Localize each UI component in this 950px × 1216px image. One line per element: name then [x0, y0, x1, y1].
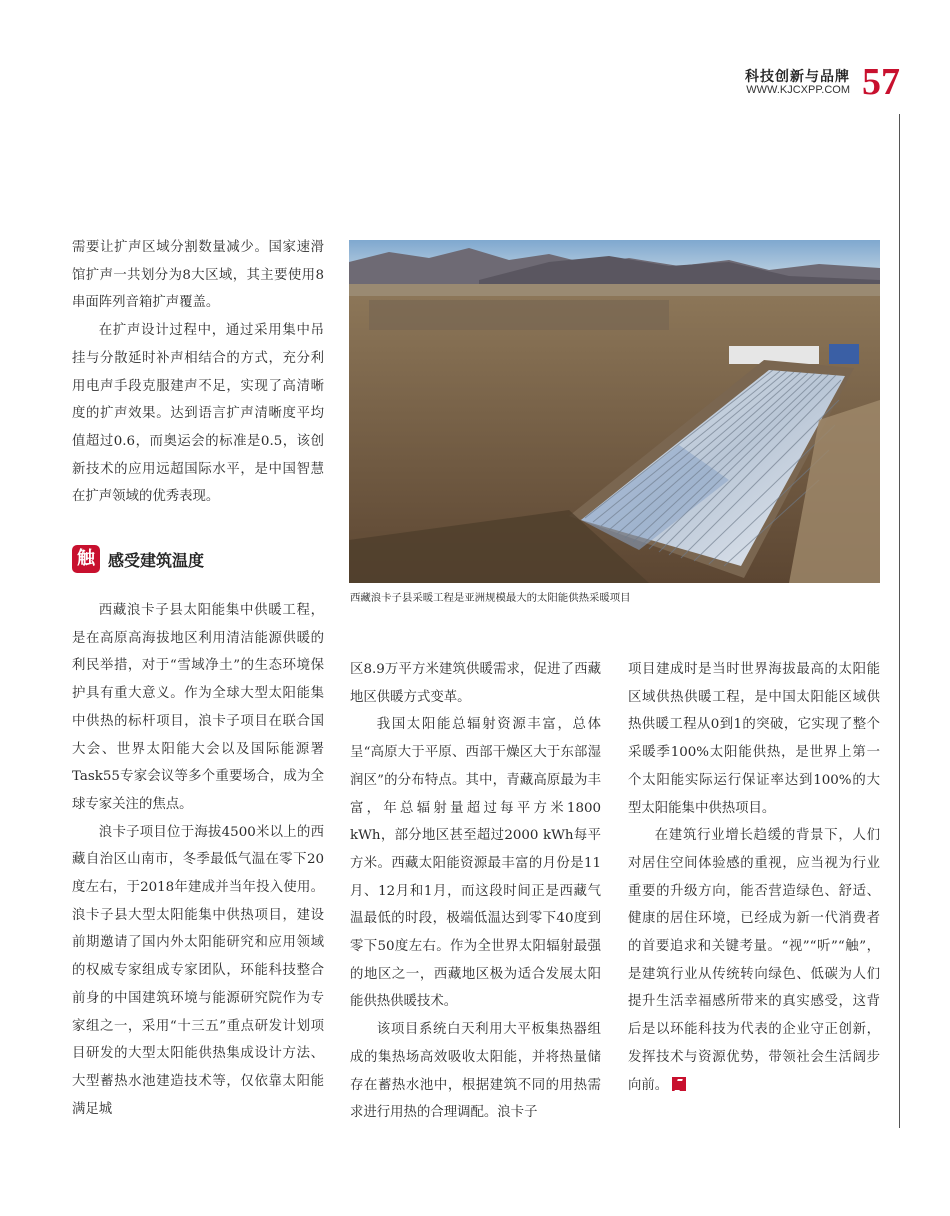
paragraph: 我国太阳能总辐射资源丰富，总体呈“高原大于平原、西部干燥区大于东部湿润区”的分布特点。其中，青藏高原最为丰富，年总辐射量超过每平方米1800 kWh，部分地区甚至超过2000 kWh每平方米。西藏太阳能资源最丰富的月份是11月、12月和1月，而这段时间正是西藏气温最低的时段，极端低温达到零下40度到零下50度左右。作为全世界太阳辐射最强的地区之一，西藏地区极为适合发展太阳能供热供暖技术。: [350, 717, 601, 1010]
section-badge: 触: [72, 545, 100, 573]
paragraph: 浪卡子项目位于海拔4500米以上的西藏自治区山南市，冬季最低气温在零下20度左右，于2018年建成并当年投入使用。浪卡子县大型太阳能集中供热项目，建设前期邀请了国内外太阳能研究和应用领域的权威专家组成专家团队，环能科技整合前身的中国建筑环境与能源研究院作为专家组之一，采用“十三五”重点研发计划项目研发的大型太阳能供热集成设计方法、大型蓄热水池建造技术等，仅依靠太阳能满足城: [72, 824, 324, 1117]
column-1-lower: [72, 597, 324, 1123]
column-2: [350, 656, 601, 1127]
magazine-website: WWW.KJCXPP.COM: [746, 84, 850, 96]
solar-field-photo: [349, 240, 880, 583]
magazine-name: 科技创新与品牌: [745, 69, 850, 85]
article-end-icon: [672, 1077, 686, 1091]
column-3: [628, 656, 880, 1099]
photo-caption: 西藏浪卡子县采暖工程是亚洲规模最大的太阳能供热采暖项目: [350, 592, 631, 604]
paragraph: 区8.9万平方米建筑供暖需求，促进了西藏地区供暖方式变革。: [350, 662, 601, 705]
paragraph: 项目建成时是当时世界海拔最高的太阳能区域供热供暖工程，是中国太阳能区域供热供暖工程从0到1的突破，它实现了整个采暖季100%太阳能供热，是世界上第一个太阳能实际运行保证率达到100%的大型太阳能集中供热项目。: [628, 662, 880, 816]
section-title: 感受建筑温度: [108, 551, 205, 570]
paragraph: 需要让扩声区域分割数量减少。国家速滑馆扩声一共划分为8大区域，其主要使用8串面阵列音箱扩声覆盖。: [72, 240, 324, 311]
solar-field-illustration: [349, 240, 880, 583]
column-1-upper: [72, 234, 324, 511]
page-edge-rule: [899, 114, 900, 1128]
paragraph: 西藏浪卡子县太阳能集中供暖工程，是在高原高海拔地区利用清洁能源供暖的利民举措，对于“雪域净土”的生态环境保护具有重大意义。作为全球大型太阳能集中供热的标杆项目，浪卡子项目在联合国大会、世界太阳能大会以及国际能源署Task55专家会议等多个重要场合，成为全球专家关注的焦点。: [72, 603, 324, 812]
paragraph-text: 在建筑行业增长趋缓的背景下，人们对居住空间体验感的重视，应当视为行业重要的升级方向，能否营造绿色、舒适、健康的居住环境，已经成为新一代消费者的首要追求和关键考量。“视”“听”“触”，是建筑行业从传统转向绿色、低碳为人们提升生活幸福感所带来的真实感受，这背后是以环能科技为代表的企业守正创新，发挥技术与资源优势，带领社会生活阔步向前。: [628, 828, 880, 1093]
page-number: 57: [862, 61, 900, 103]
paragraph-final: [628, 822, 880, 1099]
paragraph: 在扩声设计过程中，通过采用集中吊挂与分散延时补声相结合的方式，充分利用电声手段克服建声不足，实现了高清晰度的扩声效果。达到语言扩声清晰度平均值超过0.6，而奥运会的标准是0.5，该创新技术的应用远超国际水平，是中国智慧在扩声领域的优秀表现。: [72, 323, 324, 505]
paragraph: 该项目系统白天利用大平板集热器组成的集热场高效吸收太阳能，并将热量储存在蓄热水池中，根据建筑不同的用热需求进行用热的合理调配。浪卡子: [350, 1022, 601, 1121]
